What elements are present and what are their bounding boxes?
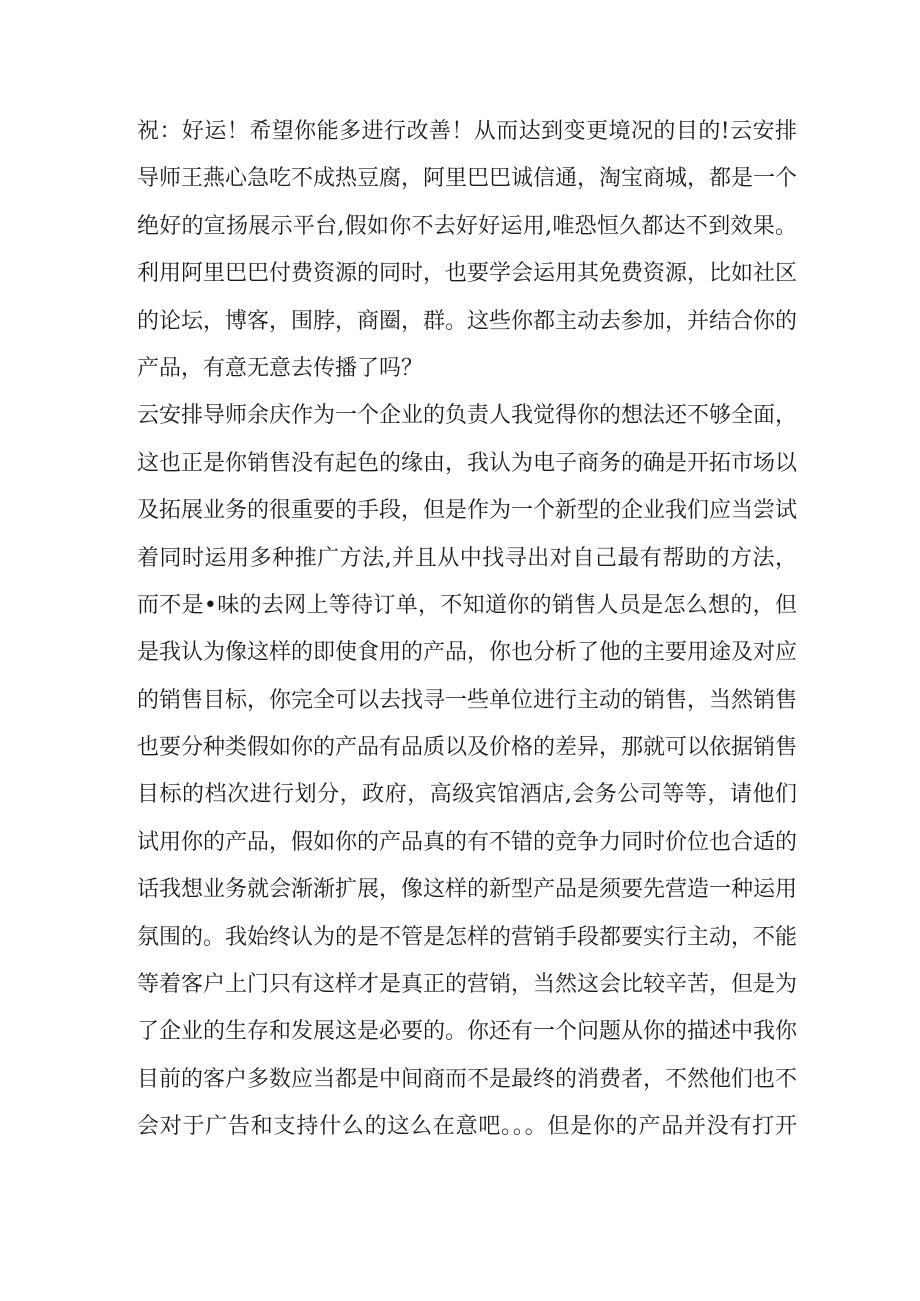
text-line: 利用阿里巴巴付费资源的同时，也要学会运用其免费资源，比如社区 (137, 261, 798, 287)
text-line: 会对于广告和支持什么的这么在意吧。。。但是你的产品并没有打开 (137, 1114, 797, 1140)
text-line: 目标的档次进行划分，政府，高级宾馆酒店,会务公司等等，请他们 (137, 782, 797, 808)
text-line: 绝好的宣扬展示平台,假如你不去好好运用,唯恐恒久都达不到效果。 (137, 213, 797, 239)
text-line: 这也正是你销售没有起色的缘由，我认为电子商务的确是开拓市场以 (137, 450, 798, 476)
text-line: 等着客户上门只有这样才是真正的营销，当然这会比较辛苦，但是为 (137, 972, 798, 998)
text-line: 而不是•味的去网上等待订单，不知道你的销售人员是怎么想的，但 (137, 592, 797, 618)
text-line: 云安排导师余庆作为一个企业的负责人我觉得你的想法还不够全面， (137, 403, 798, 429)
text-line: 试用你的产品，假如你的产品真的有不错的竞争力同时价位也合适的 (137, 829, 798, 855)
text-line: 导师王燕心急吃不成热豆腐，阿里巴巴诚信通，淘宝商城，都是一个 (137, 166, 798, 192)
text-line: 及拓展业务的很重要的手段，但是作为一个新型的企业我们应当尝试 (137, 498, 798, 524)
text-line: 了企业的生存和发展这是必要的。你还有一个问题从你的描述中我你 (137, 1019, 798, 1045)
document-body (137, 108, 797, 1151)
text-line: 产品，有意无意去传播了吗？ (137, 355, 424, 381)
text-line: 的销售目标，你完全可以去找寻一些单位进行主动的销售，当然销售 (137, 687, 798, 713)
text-line: 也要分种类假如你的产品有品质以及价格的差异，那就可以依据销售 (137, 735, 798, 761)
text-line: 着同时运用多种推广方法,并且从中找寻出对自己最有帮助的方法， (137, 545, 797, 571)
text-line: 祝：好运！希望你能多进行改善！从而达到变更境况的目的!云安排 (137, 119, 797, 144)
text-line: 的论坛，博客，围脖，商圈，群。这些你都主动去参加，并结合你的 (137, 308, 798, 334)
text-line: 目前的客户多数应当都是中间商而不是最终的消费者，不然他们也不 (137, 1066, 798, 1092)
text-line: 是我认为像这样的即使食用的产品，你也分析了他的主要用途及对应 (137, 640, 798, 666)
text-line: 氛围的。我始终认为的是不管是怎样的营销手段都要实行主动，不能 (137, 924, 798, 950)
text-line: 话我想业务就会渐渐扩展，像这样的新型产品是须要先营造一种运用 (137, 877, 798, 903)
